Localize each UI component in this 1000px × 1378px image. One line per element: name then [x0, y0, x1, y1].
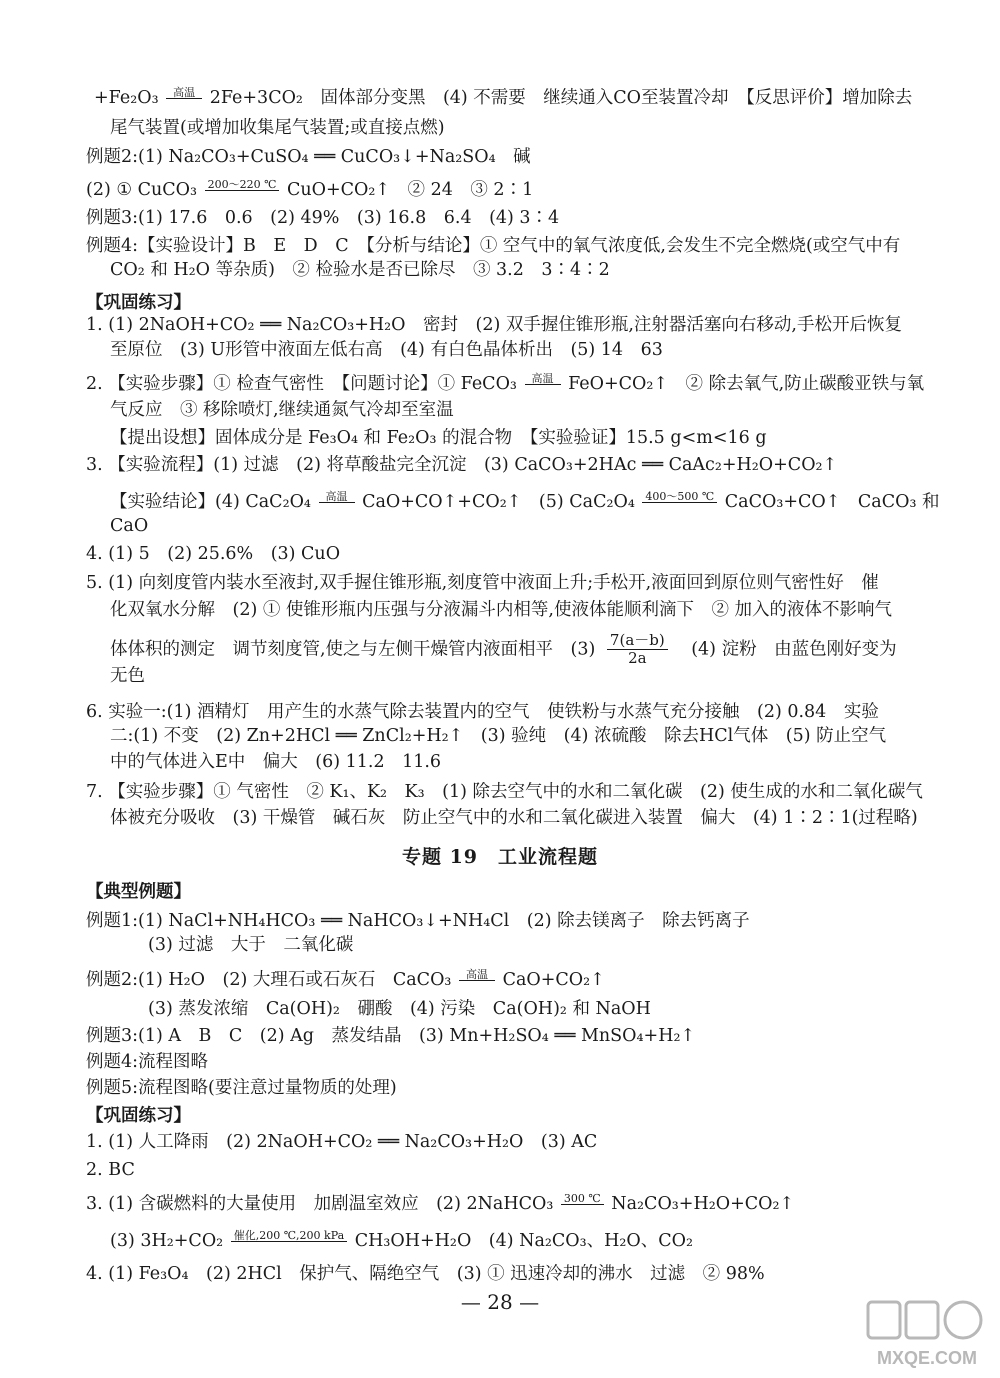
answer-line: 【提出设想】固体成分是 Fe₃O₄ 和 Fe₂O₃ 的混合物 【实验验证】15.5 g<m<16 g: [110, 428, 767, 448]
answer-line: 尾气装置(或增加收集尾气装置;或直接点燃): [110, 118, 445, 138]
answer-line: 6. 实验一:(1) 酒精灯 用产生的水蒸气除去装置内的空气 使铁粉与水蒸气充分接触 (2) 0.84 实验: [86, 702, 879, 722]
answer-line: 3. 【实验流程】(1) 过滤 (2) 将草酸盐完全沉淀 (3) CaCO₃+2HAc ══ CaAc₂+H₂O+CO₂↑: [86, 455, 838, 475]
reaction-condition: 高温: [459, 969, 495, 981]
answer-line: 至原位 (3) U形管中液面左低右高 (4) 有白色晶体析出 (5) 14 63: [110, 340, 663, 360]
fraction: $\frac{7(a-b)}{2a}$: [607, 632, 668, 668]
reaction-condition: 催化,200 ℃,200 kPa: [231, 1230, 347, 1242]
answer-line: 2. 【实验步骤】① 检查气密性 【问题讨论】① FeCO₃ 高温 FeO+CO₂↑ ② 除去氧气,防止碳酸亚铁与氧: [86, 372, 925, 394]
answer-line: (2) ① CuCO₃ 200～220 ℃ CuO+CO₂↑ ② 24 ③ 2∶1: [86, 178, 534, 200]
answer-line: (3) 蒸发浓缩 Ca(OH)₂ 硼酸 (4) 污染 Ca(OH)₂ 和 NaOH: [148, 999, 651, 1019]
svg-text:MXQE.COM: MXQE.COM: [876, 1348, 978, 1368]
answer-line: 【典型例题】: [86, 882, 191, 902]
answer-line: CO₂ 和 H₂O 等杂质) ② 检验水是否已除尽 ③ 3.2 3∶4∶2: [110, 260, 610, 280]
answer-line: 3. (1) 含碳燃料的大量使用 加剧温室效应 (2) 2NaHCO₃ 300 ℃ Na₂CO₃+H₂O+CO₂↑: [86, 1192, 795, 1214]
answer-line: 体被充分吸收 (3) 干燥管 碱石灰 防止空气中的水和二氧化碳进入装置 偏大 (4) 1∶2∶1(过程略): [110, 808, 918, 828]
answer-line: (3) 过滤 大于 二氧化碳: [148, 935, 354, 955]
answer-line: 气反应 ③ 移除喷灯,继续通氮气冷却至室温: [110, 400, 454, 420]
answer-line: 5. (1) 向刻度管内装水至液封,双手握住锥形瓶,刻度管中液面上升;手松开,液面回到原位则气密性好 催: [86, 573, 879, 593]
watermark-logo-icon: [862, 1298, 992, 1374]
reaction-condition: 高温: [525, 373, 561, 385]
answer-line: 例题5:流程图略(要注意过量物质的处理): [86, 1078, 397, 1098]
answer-line: 二:(1) 不变 (2) Zn+2HCl ══ ZnCl₂+H₂↑ (3) 验纯 (4) 浓硫酸 除去HCl气体 (5) 防止空气: [110, 726, 887, 746]
answer-line: 例题2:(1) Na₂CO₃+CuSO₄ ══ CuCO₃↓+Na₂SO₄ 碱: [86, 147, 531, 167]
answer-line: 7. 【实验步骤】① 气密性 ② K₁、K₂ K₃ (1) 除去空气中的水和二氧化碳 (2) 使生成的水和二氧化碳气: [86, 782, 923, 802]
answer-line: 4. (1) 5 (2) 25.6% (3) CuO: [86, 544, 341, 564]
answer-line: 例题4:【实验设计】B E D C 【分析与结论】① 空气中的氧气浓度低,会发生不完全燃烧(或空气中有: [86, 236, 901, 256]
answer-line: 例题1:(1) NaCl+NH₄HCO₃ ══ NaHCO₃↓+NH₄Cl (2) 除去镁离子 除去钙离子: [86, 911, 750, 931]
reaction-condition: 400～500 ℃: [642, 491, 717, 503]
answer-line: 无色: [110, 666, 145, 686]
answer-line: 例题3:(1) A B C (2) Ag 蒸发结晶 (3) Mn+H₂SO₄ ══ MnSO₄+H₂↑: [86, 1026, 696, 1046]
answer-line: 1. (1) 2NaOH+CO₂ ══ Na₂CO₃+H₂O 密封 (2) 双手握住锥形瓶,注射器活塞向右移动,手松开后恢复: [86, 315, 902, 335]
answer-line: 化双氧水分解 (2) ① 使锥形瓶内压强与分液漏斗内相等,使液体能顺利滴下 ② 加入的液体不影响气: [110, 600, 893, 620]
answer-line: 4. (1) Fe₃O₄ (2) 2HCl 保护气、隔绝空气 (3) ① 迅速冷却的沸水 过滤 ② 98%: [86, 1264, 765, 1284]
answer-line: (3) 3H₂+CO₂ 催化,200 ℃,200 kPa CH₃OH+H₂O (4) Na₂CO₃、H₂O、CO₂: [110, 1229, 694, 1251]
answer-line: 【巩固练习】: [86, 1106, 191, 1126]
reaction-condition: 300 ℃: [561, 1193, 604, 1205]
reaction-condition: 高温: [319, 491, 355, 503]
section-title: 专题 19 工业流程题: [401, 846, 599, 868]
reaction-condition: 200～220 ℃: [205, 179, 280, 191]
reaction-condition: 高温: [166, 87, 202, 99]
answer-line: 【巩固练习】: [86, 293, 191, 313]
answer-line: 体体积的测定 调节刻度管,使之与左侧干燥管内液面相平 (3) $\frac{7(a-b)}{2a}$ (4) 淀粉 由蓝色刚好变为: [110, 631, 897, 668]
answer-line: 1. (1) 人工降雨 (2) 2NaOH+CO₂ ══ Na₂CO₃+H₂O (3) AC: [86, 1132, 598, 1152]
answer-line: 例题2:(1) H₂O (2) 大理石或石灰石 CaCO₃ 高温 CaO+CO₂↑: [86, 968, 605, 990]
answer-line: 2. BC: [86, 1160, 135, 1180]
page-number: — 28 —: [460, 1290, 540, 1314]
answer-line: 例题4:流程图略: [86, 1052, 209, 1072]
answer-line: CaO: [110, 516, 149, 536]
answer-line: 例题3:(1) 17.6 0.6 (2) 49% (3) 16.8 6.4 (4) 3∶4: [86, 208, 560, 228]
answer-line: 【实验结论】(4) CaC₂O₄ 高温 CaO+CO↑+CO₂↑ (5) CaC₂O₄ 400～500 ℃ CaCO₃+CO↑ CaCO₃ 和: [110, 490, 940, 512]
answer-line: +Fe₂O₃ 高温 2Fe+3CO₂ 固体部分变黑 (4) 不需要 继续通入CO至装置冷却 【反思评价】增加除去: [94, 86, 913, 108]
answer-line: 中的气体进入E中 偏大 (6) 11.2 11.6: [110, 752, 442, 772]
